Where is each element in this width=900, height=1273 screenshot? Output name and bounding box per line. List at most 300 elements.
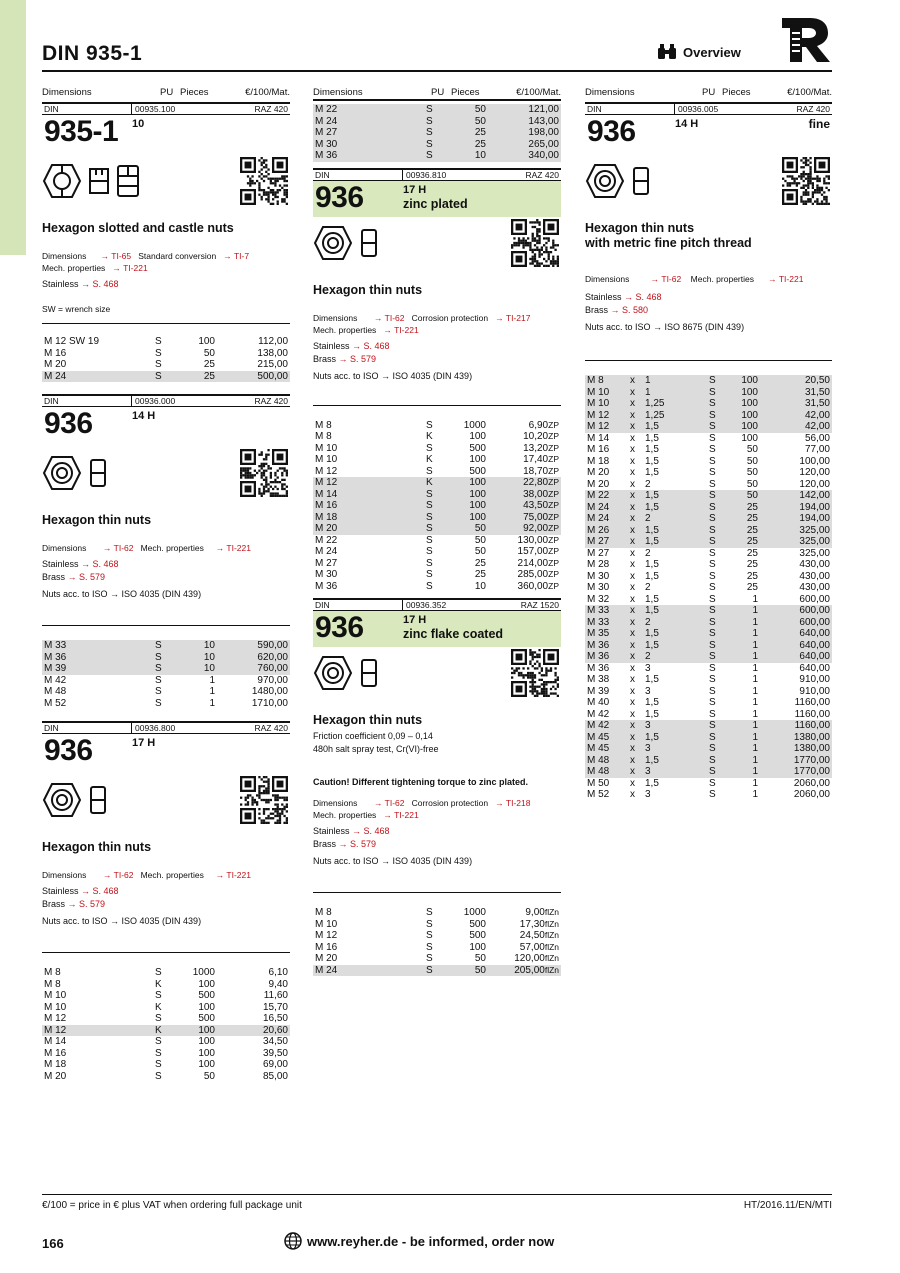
- cell-x: x: [630, 605, 635, 616]
- cell-pu: S: [709, 685, 716, 697]
- cell-pu: S: [155, 674, 162, 686]
- ref-label: Mech. properties: [313, 810, 377, 820]
- cell-pu: S: [155, 1059, 162, 1070]
- product-images: [313, 647, 561, 699]
- table-row: [42, 336, 290, 348]
- header-price: €/100/Mat.: [787, 87, 832, 98]
- ref-label: Dimensions: [313, 798, 358, 808]
- ref-link[interactable]: → TI-221: [383, 810, 419, 820]
- strength-class: 10: [132, 118, 145, 130]
- cell-pu: S: [426, 104, 433, 115]
- overview-label: Overview: [683, 44, 741, 60]
- ref-link[interactable]: → S. 468: [81, 886, 119, 896]
- cell-d: M 22: [315, 104, 338, 115]
- cell-price-value: 43,50: [523, 500, 549, 511]
- cell-pr: 600,00: [799, 605, 830, 616]
- cell-pr: 1160,00: [794, 708, 830, 720]
- cell-pr: 600,00: [799, 616, 830, 628]
- website-label: www.reyher.de - be informed, order now: [307, 1233, 555, 1249]
- cell-d: M 8: [315, 419, 332, 431]
- ref-label: Dimensions: [313, 312, 358, 323]
- table-row: [585, 456, 832, 468]
- cell-d: M 27: [315, 557, 338, 569]
- cell-pc: 100: [198, 1036, 215, 1047]
- cell-x: x: [630, 651, 635, 662]
- hex-nut-top-icon: [585, 163, 625, 199]
- cell-pu: S: [709, 375, 716, 386]
- cell-t: 2: [645, 478, 651, 490]
- ref-link[interactable]: → S. 468: [81, 559, 119, 569]
- ref-label: Brass: [313, 839, 337, 849]
- cell-d: M 48: [44, 686, 67, 697]
- cell-x: x: [630, 708, 635, 720]
- cell-m: M 24: [587, 513, 610, 524]
- table-row: [585, 766, 832, 778]
- cell-pr: [491, 431, 561, 443]
- cell-d: M 36: [315, 580, 338, 592]
- cell-finish: ZP: [548, 580, 559, 591]
- table-row: [313, 523, 561, 535]
- cell-pc: 100: [741, 386, 758, 398]
- ref-link[interactable]: → TI-217: [495, 312, 531, 323]
- cell-pu: S: [155, 663, 162, 674]
- cell-pu: S: [709, 570, 716, 582]
- ref-link[interactable]: → TI-7: [223, 251, 250, 261]
- cell-pu: S: [709, 421, 716, 432]
- cell-pr: [491, 919, 561, 931]
- cell-x: x: [630, 582, 635, 593]
- cell-pc: 25: [474, 138, 486, 150]
- table-row: [313, 443, 561, 455]
- stainless-ref: [42, 558, 290, 571]
- table-row: [42, 698, 290, 710]
- cell-d: M 14: [315, 488, 338, 500]
- cell-pr: [491, 466, 561, 478]
- product-number: 936: [44, 734, 93, 767]
- cell-price-value: 24,50: [519, 930, 545, 941]
- table-row: [585, 778, 832, 790]
- cell-pr: 120,00: [799, 467, 830, 478]
- cell-t: 1,25: [645, 398, 665, 409]
- hex-nut-side-icon: [359, 228, 379, 258]
- cell-pr: 56,00: [804, 432, 830, 444]
- cell-x: x: [630, 398, 635, 409]
- cell-pc: 25: [474, 557, 486, 569]
- ref-link[interactable]: → TI-221: [215, 870, 251, 880]
- cell-pu: S: [426, 953, 433, 964]
- cell-d: M 24: [315, 546, 338, 557]
- cell-x: x: [630, 674, 635, 685]
- article-number: 00936.810: [406, 169, 447, 180]
- ref-link[interactable]: → TI-221: [768, 274, 804, 284]
- ref-link[interactable]: → TI-65: [100, 251, 132, 261]
- cell-pc: 100: [741, 375, 758, 386]
- column-1: [42, 86, 290, 1082]
- cell-t: 1,5: [645, 524, 659, 536]
- cell-t: 1,5: [645, 455, 659, 467]
- page-title: DIN 935-1: [42, 42, 143, 65]
- cell-t: 1,5: [645, 697, 659, 708]
- cell-pr: 100,00: [799, 455, 830, 467]
- cell-x: x: [630, 639, 635, 651]
- reference-links: [313, 312, 561, 336]
- product-number: 936: [315, 180, 364, 214]
- cell-pr: 1380,00: [793, 743, 830, 754]
- table-row: [42, 1059, 290, 1071]
- hex-nut-side-icon: [88, 458, 108, 488]
- cell-price-value: 92,00: [523, 523, 549, 534]
- cell-t: 1,5: [645, 674, 659, 685]
- cell-pu: S: [426, 964, 433, 976]
- cell-x: x: [630, 766, 635, 777]
- ref-label: Mech. properties: [42, 263, 106, 273]
- cell-m: M 22: [587, 490, 610, 501]
- cell-pc: 50: [746, 444, 758, 455]
- caution-note: Caution! Different tightening torque to zinc plated.: [313, 777, 528, 787]
- cell-x: x: [630, 616, 635, 628]
- cell-pr: 640,00: [799, 639, 830, 651]
- cell-d: M 24: [315, 115, 338, 127]
- cell-pc: 1000: [463, 907, 486, 918]
- cell-d: M 36: [44, 651, 67, 663]
- cell-d: M 20: [315, 953, 338, 964]
- header-dimensions: Dimensions: [313, 87, 363, 98]
- ref-label: Brass: [313, 353, 337, 364]
- side-tab-marker: [0, 0, 26, 255]
- cell-pu: S: [709, 766, 716, 777]
- cell-pr: 600,00: [799, 593, 830, 605]
- overview-link[interactable]: [657, 44, 741, 60]
- cell-d: M 12: [315, 477, 338, 488]
- cell-pr: 42,00: [804, 421, 830, 432]
- cell-t: 3: [645, 720, 651, 731]
- cell-price-value: 205,00: [514, 964, 545, 976]
- cell-t: 3: [645, 662, 651, 674]
- table-row: [313, 930, 561, 942]
- cell-d: M 20: [315, 523, 338, 534]
- cell-x: x: [630, 593, 635, 605]
- cell-pu: S: [426, 150, 433, 161]
- cell-price-value: 38,00: [523, 488, 549, 500]
- cell-pc: 1: [752, 628, 758, 639]
- cell-pu: S: [709, 386, 716, 398]
- cell-m: M 10: [587, 386, 610, 398]
- price-table-3: [42, 952, 290, 1082]
- cell-pr: 760,00: [257, 663, 288, 674]
- ref-link[interactable]: → TI-62: [650, 274, 682, 284]
- hex-nut-top-icon: [313, 225, 353, 261]
- cell-pu: S: [709, 478, 716, 490]
- cell-pr: 500,00: [257, 370, 288, 382]
- cell-pu: K: [426, 477, 433, 488]
- cell-m: M 32: [587, 593, 610, 605]
- ref-link[interactable]: → S. 579: [338, 353, 377, 364]
- ref-label: Mech. properties: [690, 274, 754, 284]
- cell-pu: S: [426, 511, 433, 523]
- table-row: [585, 513, 832, 525]
- table-row: [313, 477, 561, 489]
- table-row: [42, 371, 290, 383]
- cell-d: M 8: [44, 967, 61, 978]
- cell-pr: [491, 965, 561, 977]
- cell-m: M 35: [587, 628, 610, 639]
- product-number: 936: [587, 115, 636, 148]
- cell-x: x: [630, 467, 635, 478]
- website-link[interactable]: [284, 1232, 554, 1250]
- table-row: [585, 467, 832, 479]
- cell-x: x: [630, 789, 635, 800]
- cell-finish: ZP: [548, 488, 559, 499]
- cell-m: M 30: [587, 582, 610, 593]
- qr-code-icon[interactable]: [511, 219, 559, 267]
- cell-pr: 34,50: [262, 1036, 288, 1047]
- ref-link[interactable]: → S. 468: [352, 826, 390, 836]
- cell-m: M 36: [587, 639, 610, 651]
- cell-finish: ZP: [548, 419, 559, 430]
- cell-d: M 16: [315, 500, 338, 511]
- cell-pc: 50: [746, 478, 758, 490]
- cell-pu: S: [155, 651, 162, 663]
- footer-code: HT/2016.11/EN/MTI: [743, 1200, 832, 1211]
- din-label: DIN: [585, 104, 675, 114]
- cell-t: 3: [645, 766, 651, 777]
- table-row: [313, 919, 561, 931]
- cell-d: M 52: [44, 697, 67, 709]
- cell-pc: 500: [198, 990, 215, 1001]
- cell-pr: 590,00: [257, 640, 288, 651]
- cell-pr: 20,60: [262, 1024, 288, 1036]
- cell-d: M 30: [315, 138, 338, 150]
- table-row: [585, 525, 832, 537]
- cell-x: x: [630, 524, 635, 536]
- brass-ref: [313, 353, 561, 366]
- cell-pr: [491, 500, 561, 512]
- ref-link[interactable]: → TI-62: [373, 312, 405, 323]
- table-row: [585, 444, 832, 456]
- cell-pc: 50: [746, 467, 758, 478]
- cell-t: 1,5: [645, 639, 659, 651]
- din-bar: [313, 168, 561, 181]
- brass-ref: [42, 898, 290, 911]
- header-dimensions: Dimensions: [42, 87, 92, 98]
- product-name: Hexagon thin nuts: [42, 840, 152, 854]
- cell-pu: K: [426, 431, 433, 442]
- castle-nut-icon: [116, 164, 140, 198]
- reference-links: [42, 250, 290, 274]
- product-name: Hexagon thin nuts: [42, 513, 152, 527]
- table-row: [585, 686, 832, 698]
- ref-link[interactable]: → TI-62: [102, 543, 134, 553]
- cell-pc: 1: [752, 708, 758, 720]
- cell-pr: 1770,00: [793, 766, 830, 777]
- page-number: 166: [42, 1236, 64, 1251]
- iso-note: Nuts acc. to ISO → ISO 8675 (DIN 439): [585, 322, 745, 332]
- cell-finish: ZP: [548, 431, 559, 441]
- cell-x: x: [630, 662, 635, 674]
- product-name: Hexagon thin nuts: [313, 282, 423, 297]
- ref-link[interactable]: → TI-62: [102, 870, 134, 880]
- ref-link[interactable]: → S. 580: [610, 305, 649, 315]
- product-images: [42, 155, 290, 207]
- table-row: [42, 1036, 290, 1048]
- cell-pc: 25: [746, 513, 758, 524]
- table-row: [585, 789, 832, 801]
- table-row: [42, 675, 290, 687]
- cell-pr: 120,00: [799, 478, 830, 490]
- ref-link[interactable]: → S. 468: [624, 292, 662, 302]
- cell-d: M 10: [315, 918, 338, 930]
- table-row: [42, 652, 290, 664]
- ref-link[interactable]: → S. 468: [352, 340, 390, 351]
- cell-pu: S: [426, 580, 433, 592]
- ref-label: Dimensions: [42, 870, 87, 880]
- cell-pc: 100: [741, 421, 758, 432]
- cell-pu: S: [709, 674, 716, 685]
- cell-finish: ZP: [548, 500, 559, 510]
- cell-pr: [491, 546, 561, 558]
- qr-code-icon[interactable]: [240, 776, 288, 824]
- cell-pu: S: [426, 115, 433, 127]
- cell-pu: S: [709, 616, 716, 628]
- cell-t: 1,5: [645, 432, 659, 444]
- ref-link[interactable]: → TI-218: [495, 798, 531, 808]
- cell-m: M 42: [587, 708, 610, 720]
- cell-d: M 36: [315, 150, 338, 161]
- table-row: [42, 967, 290, 979]
- cell-pu: S: [709, 501, 716, 513]
- cell-t: 1,5: [645, 708, 659, 720]
- cell-pu: S: [709, 708, 716, 720]
- product-name-line-1: Hexagon thin nuts: [585, 221, 695, 235]
- qr-code-icon[interactable]: [782, 157, 830, 205]
- cell-d: M 18: [315, 511, 338, 523]
- table-row: [42, 1013, 290, 1025]
- table-row: [313, 953, 561, 965]
- ref-link[interactable]: → S. 468: [81, 279, 119, 289]
- cell-m: M 38: [587, 674, 610, 685]
- ref-link[interactable]: → TI-221: [112, 263, 148, 273]
- iso-note: Nuts acc. to ISO → ISO 4035 (DIN 439): [313, 370, 473, 381]
- table-row: [585, 755, 832, 767]
- cell-t: 1: [645, 386, 651, 398]
- header-pu: PU: [702, 87, 716, 98]
- cell-m: M 10: [587, 398, 610, 409]
- cell-x: x: [630, 421, 635, 432]
- cell-t: 1,5: [645, 421, 659, 432]
- table-row: [585, 548, 832, 560]
- cell-pu: S: [426, 557, 433, 569]
- table-row: [313, 965, 561, 977]
- strength-class: 17 H: [403, 614, 427, 626]
- cell-x: x: [630, 628, 635, 639]
- ref-label: Stainless: [585, 292, 622, 302]
- cell-pc: 1: [752, 731, 758, 743]
- ref-link[interactable]: → S. 579: [67, 899, 106, 909]
- cell-pr: 910,00: [799, 685, 830, 697]
- cell-pu: S: [426, 465, 433, 477]
- cell-x: x: [630, 570, 635, 582]
- ref-link[interactable]: → TI-62: [373, 798, 405, 808]
- product-number: 936: [44, 407, 93, 440]
- cell-price-value: 120,00: [514, 953, 545, 964]
- raz-code: RAZ 420: [254, 723, 288, 733]
- cell-pu: S: [709, 409, 716, 421]
- cell-d: M 16: [44, 347, 67, 359]
- ref-label: Dimensions: [585, 274, 630, 284]
- cell-finish: ZP: [548, 523, 559, 533]
- ref-link[interactable]: → TI-221: [383, 324, 419, 335]
- cell-x: x: [630, 409, 635, 421]
- cell-pu: S: [155, 347, 162, 359]
- cell-m: M 48: [587, 766, 610, 777]
- table-row: [585, 398, 832, 410]
- ref-link[interactable]: → S. 579: [338, 839, 377, 849]
- ref-label: Corrosion protection: [411, 798, 489, 808]
- cell-finish: flZn: [544, 918, 559, 929]
- cell-d: M 16: [315, 941, 338, 953]
- hex-nut-side-icon: [631, 166, 651, 196]
- cell-pu: S: [709, 697, 716, 708]
- qr-code-icon[interactable]: [511, 649, 559, 697]
- header-pieces: Pieces: [180, 87, 209, 98]
- cell-m: M 42: [587, 720, 610, 731]
- cell-pc: 50: [474, 104, 486, 115]
- cell-pr: 430,00: [799, 582, 830, 593]
- din-label: DIN: [42, 396, 132, 406]
- footer-note: €/100 = price in € plus VAT when ordering full package unit: [42, 1200, 302, 1211]
- ref-link[interactable]: → TI-221: [215, 543, 251, 553]
- cell-pc: 10: [203, 651, 215, 663]
- cell-pc: 50: [474, 953, 486, 964]
- table-row: [42, 1071, 290, 1083]
- cell-x: x: [630, 777, 635, 789]
- qr-code-icon[interactable]: [240, 449, 288, 497]
- cell-pr: 9,40: [268, 978, 288, 990]
- cell-pr: 1770,00: [793, 754, 830, 766]
- hex-nut-side-icon: [359, 658, 379, 688]
- cell-m: M 20: [587, 478, 610, 490]
- din-label: DIN: [313, 170, 403, 180]
- cell-pc: 25: [746, 570, 758, 582]
- cell-pu: S: [155, 1036, 162, 1047]
- cell-t: 1,5: [645, 754, 659, 766]
- table-row: [585, 732, 832, 744]
- cell-m: M 48: [587, 754, 610, 766]
- cell-d: M 16: [44, 1047, 67, 1059]
- column-3: [585, 86, 832, 801]
- cell-pr: 138,00: [257, 347, 288, 359]
- cell-pu: S: [426, 941, 433, 953]
- article-number: 00936.800: [135, 723, 176, 733]
- cell-pu: S: [709, 524, 716, 536]
- cell-pu: S: [709, 789, 716, 800]
- title-rule: [42, 70, 832, 72]
- cell-m: M 30: [587, 570, 610, 582]
- cell-finish: flZn: [544, 964, 559, 975]
- table-row: [313, 454, 561, 466]
- cell-pu: S: [709, 605, 716, 616]
- cell-pu: S: [155, 1070, 162, 1082]
- qr-code-icon[interactable]: [240, 157, 288, 205]
- cell-x: x: [630, 455, 635, 467]
- din-label: DIN: [313, 600, 403, 610]
- hex-nut-top-icon: [313, 655, 353, 691]
- cell-pc: 100: [198, 1001, 215, 1013]
- cell-pc: 500: [198, 1013, 215, 1024]
- castle-nut-side-icon: [88, 165, 110, 197]
- ref-link[interactable]: → S. 579: [67, 572, 106, 582]
- cell-pc: 25: [746, 524, 758, 536]
